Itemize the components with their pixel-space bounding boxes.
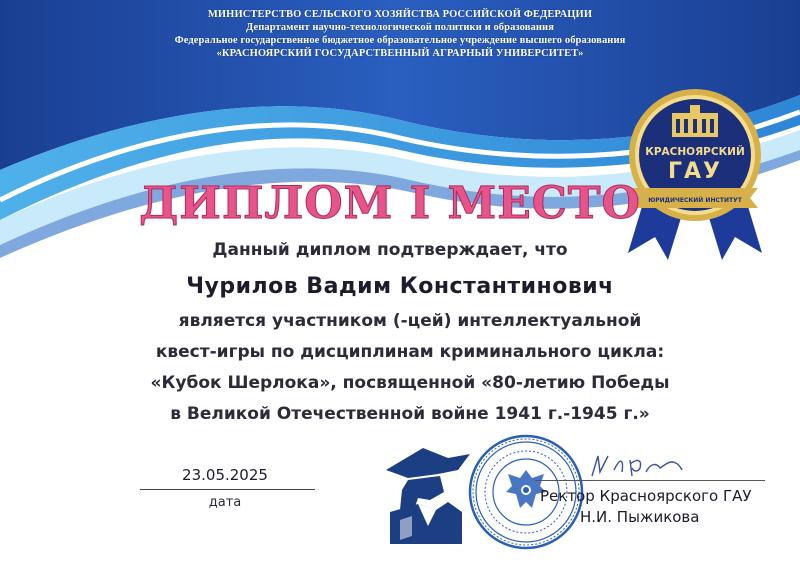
body-line-1: является участником (-цей) интеллектуальной [178,311,642,331]
badge-ribbon-text: ЮРИДИЧЕСКИЙ ИНСТИТУТ [648,197,742,204]
header-department: Департамент научно-технологической политики и образования [246,22,554,33]
date-value: 23.05.2025 [182,466,268,484]
diploma-body [120,306,700,430]
badge-text-gau: ГАУ [667,159,723,184]
rector-signature-icon [586,450,706,484]
header-ministry: МИНИСТЕРСТВО СЕЛЬСКОГО ХОЗЯЙСТВА РОССИЙСКОЙ ФЕДЕРАЦИИ [207,9,593,20]
body-line-2: квест-игры по дисциплинам криминального цикла: [155,342,665,362]
rector-signature-line [535,480,765,481]
rector-block [540,486,770,528]
recipient-name: Чурилов Вадим Константинович [186,274,614,299]
diploma-title: ДИПЛОМ I МЕСТО [139,178,641,229]
badge-text-city: КРАСНОЯРСКИЙ [645,146,745,158]
body-line-3: «Кубок Шерлока», посвященной «80-летию Победы [150,373,670,393]
header-institution-type: Федеральное государственное бюджетное образовательное учреждение высшего образования [174,35,626,46]
rector-name: Н.И. Пыжикова [580,508,700,526]
date-underline [140,489,315,490]
date-label: дата [208,495,242,510]
detective-logo-icon [378,440,478,550]
header-block [80,8,720,60]
university-badge-icon [610,85,780,265]
body-line-4: в Великой Отечественной войне 1941 г.-1945 г.» [170,404,650,424]
rector-title: Ректор Красноярского ГАУ [540,487,752,505]
header-university: «КРАСНОЯРСКИЙ ГОСУДАРСТВЕННЫЙ АГРАРНЫЙ УНИВЕРСИТЕТ» [216,48,584,59]
diploma-confirms-text: Данный диплом подтверждает, что [212,240,568,260]
